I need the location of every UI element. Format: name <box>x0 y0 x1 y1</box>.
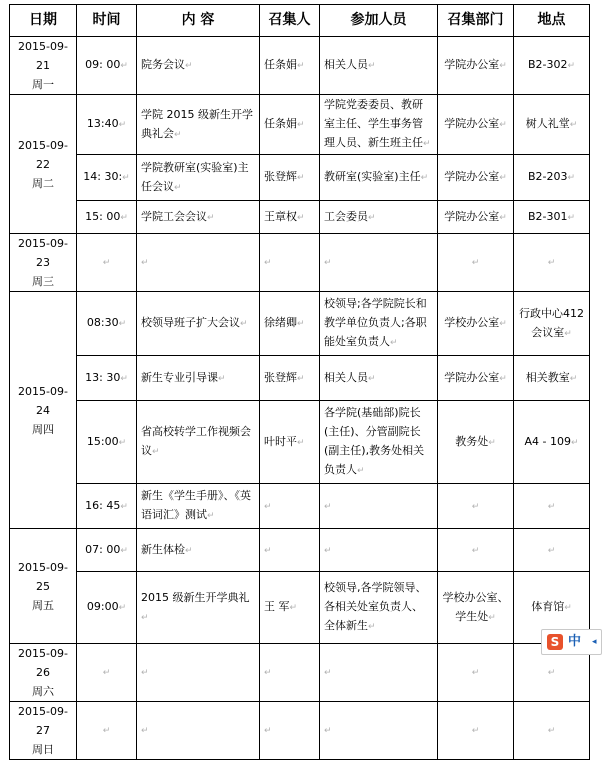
convener-text: 张登辉 <box>264 370 297 384</box>
dept-cell <box>438 484 514 529</box>
header-date: 日期 <box>10 5 77 37</box>
paragraph-mark: ↵ <box>264 258 272 268</box>
paragraph-mark: ↵ <box>488 612 496 623</box>
table-row <box>10 201 590 234</box>
place-cell <box>514 529 590 572</box>
date-text: 2015-09-24 <box>18 384 68 417</box>
paragraph-mark: ↵ <box>324 726 332 736</box>
paragraph-mark: ↵ <box>120 501 128 512</box>
convener-cell <box>260 644 320 702</box>
place-text: B2-301 <box>527 209 568 223</box>
weekday-text: 周日 <box>32 743 54 756</box>
convener-text: 任条娟 <box>264 58 297 71</box>
paragraph-mark: ↵ <box>499 61 507 71</box>
time-cell <box>77 572 137 644</box>
date-cell <box>10 95 77 234</box>
arrow-icon[interactable]: ◂ <box>592 637 597 647</box>
table-row <box>10 702 590 760</box>
place-text: 行政中心412会议室 <box>519 306 584 339</box>
paragraph-mark: ↵ <box>264 501 272 512</box>
header-time: 时间 <box>77 5 137 37</box>
content-text: 2015 级新生开学典礼 <box>141 590 250 604</box>
weekday-text: 周五 <box>32 598 54 612</box>
table-row <box>10 572 590 644</box>
content-cell <box>137 292 260 356</box>
time-cell <box>77 644 137 702</box>
header-convener: 召集人 <box>260 5 320 37</box>
paragraph-mark: ↵ <box>324 545 332 556</box>
paragraph-mark: ↵ <box>141 668 149 678</box>
weekday-text: 周四 <box>32 422 54 436</box>
attendees-cell <box>320 37 438 95</box>
table-row <box>10 37 590 95</box>
paragraph-mark: ↵ <box>499 212 507 223</box>
paragraph-mark: ↵ <box>102 726 111 736</box>
paragraph-mark: ↵ <box>185 545 193 556</box>
paragraph-mark: ↵ <box>297 373 305 384</box>
attendees-text: 各学院(基础部)院长(主任)、分管副院长(副主任),教务处相关负责人 <box>324 406 425 476</box>
convener-cell <box>260 292 320 356</box>
dept-text: 学院办公室 <box>444 209 500 223</box>
content-text: 院务会议 <box>141 58 185 71</box>
dept-text: 学院办公室 <box>444 170 500 183</box>
convener-cell <box>260 356 320 401</box>
convener-cell <box>260 95 320 155</box>
attendees-cell <box>320 572 438 644</box>
attendees-cell <box>320 484 438 529</box>
date-cell <box>10 644 77 702</box>
paragraph-mark: ↵ <box>120 373 128 384</box>
paragraph-mark: ↵ <box>368 373 376 384</box>
content-text: 新生《学生手册》、《英语词汇》测试 <box>141 489 251 521</box>
time-cell <box>77 201 137 234</box>
time-cell <box>77 234 137 292</box>
convener-text: 张登辉 <box>264 170 297 183</box>
place-text: 体育馆 <box>531 600 565 613</box>
time-cell <box>77 356 137 401</box>
place-cell <box>514 234 590 292</box>
content-cell <box>137 702 260 760</box>
attendees-cell <box>320 401 438 484</box>
paragraph-mark: ↵ <box>141 612 149 623</box>
paragraph-mark: ↵ <box>569 373 578 384</box>
date-text: 2015-09-25 <box>18 560 68 593</box>
attendees-cell <box>320 155 438 201</box>
time-text: 14: 30: <box>83 170 123 183</box>
dept-text: 学院办公室 <box>444 370 500 384</box>
table-row <box>10 644 590 702</box>
date-text: 2015-09-26 <box>18 647 68 679</box>
table-row <box>10 401 590 484</box>
paragraph-mark: ↵ <box>368 622 376 632</box>
content-cell <box>137 572 260 644</box>
content-cell <box>137 529 260 572</box>
dept-text: 教务处 <box>455 434 489 448</box>
header-place: 地点 <box>514 5 590 37</box>
paragraph-mark: ↵ <box>102 668 111 678</box>
paragraph-mark: ↵ <box>297 437 305 448</box>
paragraph-mark: ↵ <box>297 319 305 329</box>
paragraph-mark: ↵ <box>368 212 376 223</box>
place-cell <box>514 201 590 234</box>
content-text: 新生体检 <box>141 542 185 556</box>
content-cell <box>137 37 260 95</box>
paragraph-mark: ↵ <box>118 603 127 613</box>
content-text: 学院教研室(实验室)主任会议 <box>141 160 249 193</box>
dept-cell <box>438 644 514 702</box>
place-text: A4 - 109 <box>524 434 571 448</box>
paragraph-mark: ↵ <box>564 328 572 339</box>
ime-toolbar[interactable] <box>541 629 602 655</box>
paragraph-mark: ↵ <box>564 603 572 613</box>
dept-cell <box>438 529 514 572</box>
paragraph-mark: ↵ <box>570 437 579 448</box>
attendees-cell <box>320 529 438 572</box>
dept-cell <box>438 292 514 356</box>
paragraph-mark: ↵ <box>471 501 480 512</box>
paragraph-mark: ↵ <box>488 437 496 448</box>
paragraph-mark: ↵ <box>471 545 480 556</box>
time-text: 13: 30 <box>85 370 121 384</box>
convener-cell <box>260 234 320 292</box>
convener-cell <box>260 201 320 234</box>
date-cell <box>10 702 77 760</box>
dept-cell <box>438 401 514 484</box>
paragraph-mark: ↵ <box>547 545 556 556</box>
convener-cell <box>260 484 320 529</box>
content-cell <box>137 95 260 155</box>
paragraph-mark: ↵ <box>499 319 507 329</box>
paragraph-mark: ↵ <box>264 726 272 736</box>
time-cell <box>77 401 137 484</box>
paragraph-mark: ↵ <box>120 61 128 71</box>
paragraph-mark: ↵ <box>499 373 507 384</box>
content-text: 新生专业引导课 <box>141 370 218 384</box>
paragraph-mark: ↵ <box>218 373 226 384</box>
paragraph-mark: ↵ <box>567 212 576 223</box>
paragraph-mark: ↵ <box>152 447 160 457</box>
paragraph-mark: ↵ <box>297 120 305 130</box>
place-cell <box>514 356 590 401</box>
dept-text: 学院办公室 <box>444 58 500 71</box>
weekday-text: 周一 <box>32 78 54 91</box>
paragraph-mark: ↵ <box>240 319 248 329</box>
time-cell <box>77 292 137 356</box>
paragraph-mark: ↵ <box>185 61 193 71</box>
header-row <box>10 5 590 37</box>
attendees-cell <box>320 234 438 292</box>
paragraph-mark: ↵ <box>102 258 111 268</box>
paragraph-mark: ↵ <box>569 120 578 130</box>
table-row <box>10 356 590 401</box>
time-cell <box>77 155 137 201</box>
paragraph-mark: ↵ <box>264 668 272 678</box>
attendees-text: 校领导;各学院院长和教学单位负责人;各职能处室负责人 <box>324 297 427 348</box>
content-cell <box>137 234 260 292</box>
place-text: 相关教室 <box>525 370 570 384</box>
convener-text: 徐绪卿 <box>264 316 297 329</box>
paragraph-mark: ↵ <box>420 173 429 183</box>
place-cell <box>514 37 590 95</box>
content-cell <box>137 484 260 529</box>
paragraph-mark: ↵ <box>324 668 332 678</box>
paragraph-mark: ↵ <box>324 501 332 512</box>
content-text: 学院 2015 级新生开学典礼会 <box>141 107 253 140</box>
convener-text: 王 军 <box>264 600 290 613</box>
place-cell <box>514 702 590 760</box>
time-text: 13:40 <box>86 117 119 130</box>
ime-mode-indicator[interactable]: 中 <box>568 634 582 649</box>
paragraph-mark: ↵ <box>547 258 556 268</box>
paragraph-mark: ↵ <box>567 61 576 71</box>
place-cell <box>514 155 590 201</box>
paragraph-mark: ↵ <box>120 545 128 556</box>
content-text: 省高校转学工作视频会议 <box>141 425 251 457</box>
weekday-text: 周二 <box>32 176 54 190</box>
convener-cell <box>260 702 320 760</box>
content-cell <box>137 356 260 401</box>
paragraph-mark: ↵ <box>174 129 182 140</box>
date-text: 2015-09-21 <box>18 40 68 72</box>
header-content: 内 容 <box>137 5 260 37</box>
attendees-cell <box>320 702 438 760</box>
attendees-cell <box>320 356 438 401</box>
dept-cell <box>438 201 514 234</box>
time-cell <box>77 529 137 572</box>
convener-cell <box>260 401 320 484</box>
dept-text: 学院办公室 <box>444 117 500 130</box>
time-cell <box>77 95 137 155</box>
paragraph-mark: ↵ <box>547 668 556 678</box>
paragraph-mark: ↵ <box>207 511 215 521</box>
date-text: 2015-09-27 <box>18 705 68 737</box>
paragraph-mark: ↵ <box>324 258 332 268</box>
paragraph-mark: ↵ <box>174 182 182 193</box>
header-dept: 召集部门 <box>438 5 514 37</box>
place-cell <box>514 95 590 155</box>
paragraph-mark: ↵ <box>357 466 365 476</box>
paragraph-mark: ↵ <box>122 173 130 183</box>
schedule-table <box>9 4 590 760</box>
dept-cell <box>438 702 514 760</box>
content-cell <box>137 644 260 702</box>
attendees-text: 学院党委委员、教研室主任、学生事务管理人员、新生班主任 <box>324 98 423 149</box>
attendees-text: 相关人员 <box>324 58 368 71</box>
time-cell <box>77 37 137 95</box>
content-cell <box>137 401 260 484</box>
content-cell <box>137 201 260 234</box>
paragraph-mark: ↵ <box>547 501 556 512</box>
convener-cell <box>260 155 320 201</box>
convener-cell <box>260 529 320 572</box>
paragraph-mark: ↵ <box>567 173 576 183</box>
time-text: 15: 00 <box>85 209 121 223</box>
table-row <box>10 234 590 292</box>
attendees-cell <box>320 201 438 234</box>
attendees-text: 教研室(实验室)主任 <box>324 170 421 183</box>
paragraph-mark: ↵ <box>141 258 149 268</box>
place-cell <box>514 484 590 529</box>
attendees-cell <box>320 292 438 356</box>
content-text: 校领导班子扩大会议 <box>141 316 240 329</box>
time-text: 15:00 <box>86 434 119 448</box>
paragraph-mark: ↵ <box>207 212 215 223</box>
dept-cell <box>438 155 514 201</box>
paragraph-mark: ↵ <box>141 726 149 736</box>
date-cell <box>10 234 77 292</box>
place-text: B2-203 <box>527 170 568 183</box>
attendees-text: 校领导,各学院领导、各相关处室负责人、全体新生 <box>324 581 427 632</box>
paragraph-mark: ↵ <box>547 726 556 736</box>
paragraph-mark: ↵ <box>499 173 507 183</box>
place-text: B2-302 <box>527 58 568 71</box>
paragraph-mark: ↵ <box>264 545 272 556</box>
attendees-cell <box>320 644 438 702</box>
place-cell <box>514 401 590 484</box>
time-text: 09: 00 <box>85 58 121 71</box>
paragraph-mark: ↵ <box>297 173 305 183</box>
dept-cell <box>438 95 514 155</box>
table-row <box>10 529 590 572</box>
paragraph-mark: ↵ <box>368 61 376 71</box>
table-row <box>10 484 590 529</box>
date-cell <box>10 529 77 644</box>
header-attendees: 参加人员 <box>320 5 438 37</box>
paragraph-mark: ↵ <box>297 61 305 71</box>
place-cell <box>514 292 590 356</box>
date-cell <box>10 37 77 95</box>
dept-cell <box>438 234 514 292</box>
date-text: 2015-09-22 <box>18 138 68 171</box>
paragraph-mark: ↵ <box>118 319 127 329</box>
dept-cell <box>438 572 514 644</box>
weekday-text: 周三 <box>32 275 54 288</box>
dept-cell <box>438 356 514 401</box>
attendees-text: 相关人员 <box>324 370 368 384</box>
time-text: 07: 00 <box>85 542 121 556</box>
time-cell <box>77 484 137 529</box>
weekday-text: 周六 <box>32 685 54 698</box>
date-cell <box>10 292 77 529</box>
paragraph-mark: ↵ <box>471 726 480 736</box>
paragraph-mark: ↵ <box>423 139 431 149</box>
content-cell <box>137 155 260 201</box>
sogou-logo-icon: S <box>547 634 563 650</box>
dept-cell <box>438 37 514 95</box>
paragraph-mark: ↵ <box>118 437 127 448</box>
paragraph-mark: ↵ <box>289 603 298 613</box>
table-row <box>10 155 590 201</box>
paragraph-mark: ↵ <box>120 212 128 223</box>
content-text: 学院工会会议 <box>141 209 207 223</box>
paragraph-mark: ↵ <box>471 668 480 678</box>
time-text: 16: 45 <box>85 498 121 512</box>
paragraph-mark: ↵ <box>499 120 507 130</box>
time-cell <box>77 702 137 760</box>
convener-cell <box>260 37 320 95</box>
convener-cell <box>260 572 320 644</box>
date-text: 2015-09-23 <box>18 237 68 269</box>
time-text: 09:00 <box>86 600 119 613</box>
table-row <box>10 292 590 356</box>
dept-text: 学校办公室 <box>444 316 500 329</box>
convener-text: 任条娟 <box>264 117 297 130</box>
dept-text: 学校办公室、学生处 <box>442 590 509 623</box>
convener-text: 叶时平 <box>264 434 297 448</box>
attendees-cell <box>320 95 438 155</box>
paragraph-mark: ↵ <box>118 120 127 130</box>
paragraph-mark: ↵ <box>297 212 305 223</box>
attendees-text: 工会委员 <box>324 209 368 223</box>
paragraph-mark: ↵ <box>390 338 398 348</box>
paragraph-mark: ↵ <box>471 258 480 268</box>
time-text: 08:30 <box>86 316 119 329</box>
place-text: 树人礼堂 <box>525 117 570 130</box>
table-row <box>10 95 590 155</box>
convener-text: 王章权 <box>264 209 297 223</box>
schedule-body <box>10 37 590 760</box>
